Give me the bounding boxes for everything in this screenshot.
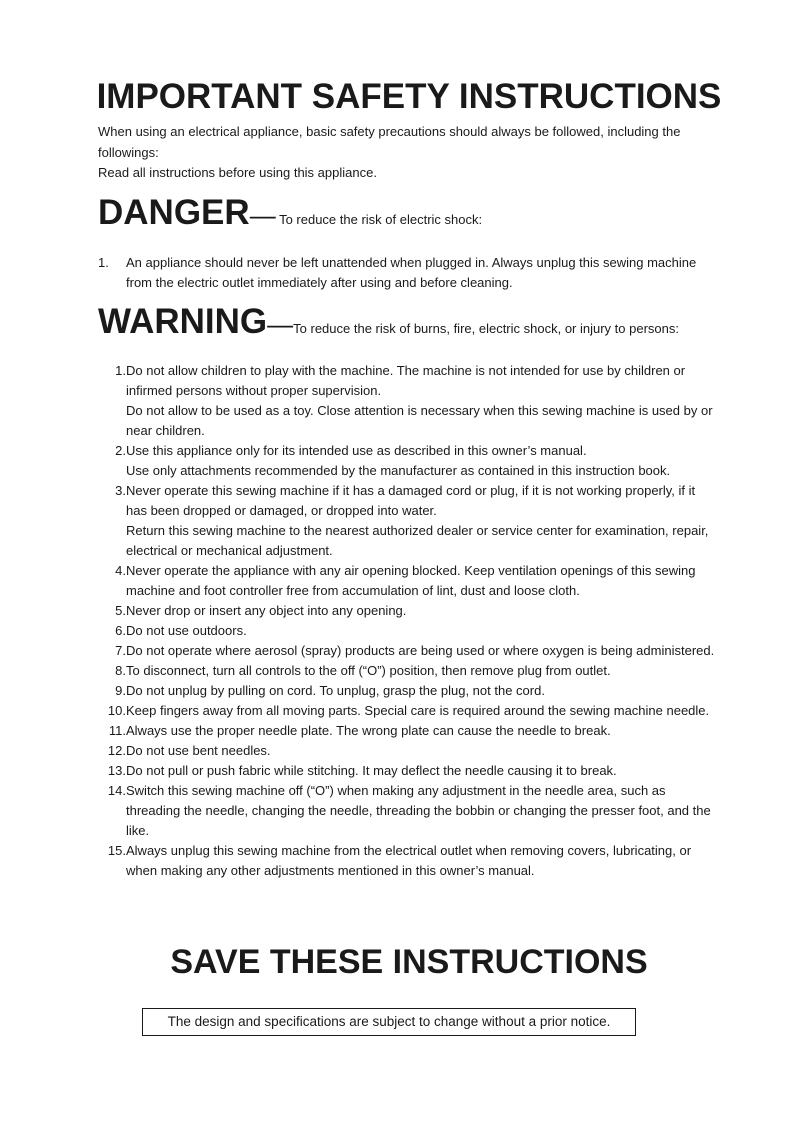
intro-line-2: Read all instructions before using this appliance. xyxy=(98,165,377,180)
item-text: Do not operate where aerosol (spray) products are being used or where oxygen is being administered. xyxy=(126,643,715,658)
list-item xyxy=(98,361,716,441)
item-text: Do not unplug by pulling on cord. To unplug, grasp the plug, not the cord. xyxy=(126,683,545,698)
warning-label: WARNING xyxy=(98,302,268,341)
danger-list xyxy=(98,253,716,293)
item-number: 4. xyxy=(115,563,126,578)
list-item xyxy=(98,781,716,841)
item-text: Use this appliance only for its intended use as described in this owner’s manual. Use only attachments recommended by the manufacturer as contained in this instruction book. xyxy=(126,443,671,478)
list-item xyxy=(98,841,716,881)
item-number: 8. xyxy=(115,663,126,678)
danger-label: DANGER xyxy=(98,193,250,232)
intro-line-1: When using an electrical appliance, basic safety precautions should always be followed, including the followings: xyxy=(98,124,681,160)
list-item xyxy=(98,761,716,781)
item-number: 1. xyxy=(98,255,109,270)
item-number: 5. xyxy=(115,603,126,618)
notice-box: The design and specifications are subject to change without a prior notice. xyxy=(142,1008,636,1036)
item-number: 12. xyxy=(107,743,126,758)
item-text: Keep fingers away from all moving parts. Special care is required around the sewing machine needle. xyxy=(126,703,710,718)
item-number: 7. xyxy=(115,643,126,658)
list-item xyxy=(98,681,716,701)
item-text: Do not use outdoors. xyxy=(126,623,247,638)
item-text: Never drop or insert any object into any opening. xyxy=(126,603,407,618)
item-text: Never operate the appliance with any air opening blocked. Keep ventilation openings of this sewing machine and foot controller free from accumulation of lint, dust and loose cloth. xyxy=(126,563,696,598)
item-text: To disconnect, turn all controls to the off (“O”) position, then remove plug from outlet. xyxy=(126,663,611,678)
item-text: Do not use bent needles. xyxy=(126,743,271,758)
list-item xyxy=(98,253,716,293)
list-item xyxy=(98,601,716,621)
item-number: 2. xyxy=(115,443,126,458)
list-item xyxy=(98,661,716,681)
list-item xyxy=(98,561,716,601)
item-number: 3. xyxy=(115,483,126,498)
item-text: Do not allow children to play with the machine. The machine is not intended for use by children or infirmed persons without proper supervision. Do not allow to be used as a toy. Close attention is necessary when this sewing machine is used by or near children. xyxy=(126,363,713,438)
item-number: 10. xyxy=(107,703,126,718)
item-text: Always use the proper needle plate. The wrong plate can cause the needle to break. xyxy=(126,723,611,738)
list-item xyxy=(98,641,716,661)
save-instructions-title: SAVE THESE INSTRUCTIONS xyxy=(170,943,648,981)
page-title: IMPORTANT SAFETY INSTRUCTIONS xyxy=(96,77,722,116)
danger-subtitle: To reduce the risk of electric shock: xyxy=(275,212,483,227)
item-text: Do not pull or push fabric while stitching. It may deflect the needle causing it to break. xyxy=(126,763,617,778)
danger-heading xyxy=(98,193,483,232)
danger-dash: — xyxy=(249,200,276,230)
list-item xyxy=(98,741,716,761)
item-number: 6. xyxy=(115,623,126,638)
list-item xyxy=(98,721,716,741)
item-number: 14. xyxy=(107,783,126,798)
item-text: Never operate this sewing machine if it has a damaged cord or plug, if it is not working properly, if it has been dropped or damaged, or dropped into water. Return this sewing machine to the nearest authorized dealer or service center for examination, repair, electrical or mechanical adjustment. xyxy=(126,483,709,558)
item-text: An appliance should never be left unattended when plugged in. Always unplug this sewing machine from the electric outlet immediately after using and before cleaning. xyxy=(126,255,697,290)
warning-heading xyxy=(98,302,679,341)
item-text: Always unplug this sewing machine from the electrical outlet when removing covers, lubricating, or when making any other adjustments mentioned in this owner’s manual. xyxy=(126,843,692,878)
intro-text xyxy=(98,122,708,184)
item-number: 11. xyxy=(108,723,126,738)
warning-subtitle: To reduce the risk of burns, fire, electric shock, or injury to persons: xyxy=(293,321,679,336)
item-number: 9. xyxy=(115,683,126,698)
list-item xyxy=(98,621,716,641)
item-number: 15. xyxy=(107,843,126,858)
list-item xyxy=(98,481,716,561)
warning-list xyxy=(98,361,716,881)
warning-dash: — xyxy=(267,309,294,339)
item-text: Switch this sewing machine off (“O”) when making any adjustment in the needle area, such as threading the needle, changing the needle, threading the bobbin or changing the presser foot, and the like. xyxy=(126,783,711,838)
item-number: 1. xyxy=(115,363,126,378)
list-item xyxy=(98,701,716,721)
item-number: 13. xyxy=(107,763,126,778)
list-item xyxy=(98,441,716,481)
